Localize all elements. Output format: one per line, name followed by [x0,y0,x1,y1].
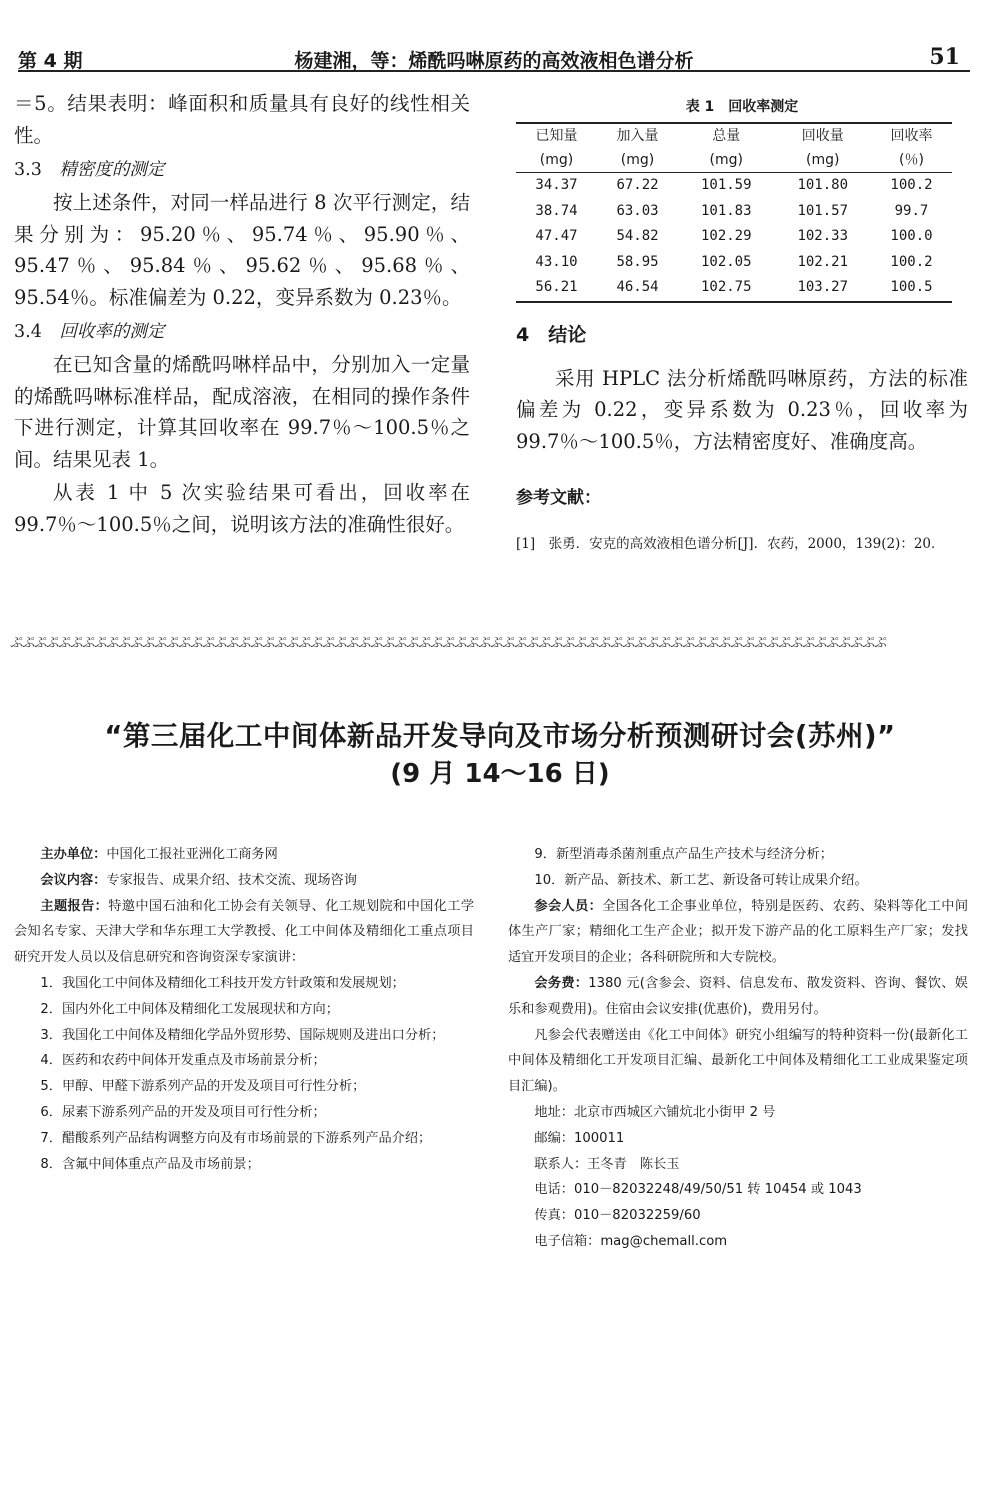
table-cell: 34.37 [535,177,578,193]
table-header-cell: 已知量 [516,123,597,148]
announcement-dates: (9 月 14～16 日) [390,759,610,789]
conclusion-heading: 4 结论 [516,323,587,346]
table-unit-cell: (mg) [597,148,678,173]
table-cell: 101.83 [700,202,752,219]
conclusion-text: 采用 HPLC 法分析烯酰吗啉原药，方法的标准偏差为 0.22，变异系数为 0.23％，回收率为 99.7％～100.5％，方法精密度好、准确度高。 [516,366,968,453]
contact-fax: 传真：010－82032259/60 [534,1208,701,1224]
organizer-label: 主办单位： [40,847,107,862]
table-row [516,199,952,225]
topic-item: 4．医药和农药中间体开发重点及市场前景分析； [40,1053,326,1069]
organizer-value: 中国化工报社亚洲化工商务网 [106,847,278,862]
issue-label: 第 4 期 [18,50,83,72]
table-header-row [516,123,952,148]
table-cell: 43.10 [535,253,578,270]
table-cell: 100.2 [890,177,933,193]
table-units-row [516,148,952,173]
announcement-title: “第三届化工中间体新品开发导向及市场分析预测研讨会(苏州)” [104,720,896,752]
topic-item: 8．含氟中间体重点产品及市场前景； [40,1156,260,1172]
page-number: 51 [929,44,960,70]
participants-value: 全国各化工企事业单位，特别是医药、农药、染料等化工中间体生产厂家；精细化工生产企业；拟开发下游产品的化工原料生产厂家；发找适宜开发项目的企业；各科研院所和大专院校。 [508,898,969,966]
table-header-cell: 加入量 [597,123,678,148]
section-number: 3.3 [14,160,42,180]
table-cell: 102.29 [700,228,752,244]
table-header-cell: 总量 [678,123,774,148]
participants-label: 参会人员： [534,898,603,914]
report-value: 特邀中国石油和化工协会有关领导、化工规划院和中国化工学会知名专家、天津大学和华东理工大学教授、化工中间体及精细化工重点项目研究开发人员以及信息研究和咨询资深专家演讲： [14,898,475,966]
table-cell: 47.47 [535,228,578,244]
content-line [14,868,474,894]
table-row [516,173,952,199]
table-cell: 102.05 [700,253,752,270]
table-unit-cell: (mg) [775,148,871,173]
contact-email: 电子信箱：mag@chemall.com [534,1233,728,1249]
table-unit-cell: (mg) [516,148,597,173]
gift-paragraph: 凡参会代表赠送由《化工中间体》研究小组编写的特种资料一份(最新化工中间体及精细化工开发项目汇编、最新化工中间体及精细化工工业成果鉴定项目汇编)。 [508,1027,968,1095]
decorative-divider: ぷぷぷぷぷぷぷぷぷぷぷぷぷぷぷぷぷぷぷぷぷぷぷぷぷぷぷぷぷぷぷぷぷぷぷぷぷぷぷぷぷぷぷぷぷぷぷぷぷぷぷぷぷぷぷぷぷぷぷぷぷぷぷぷぷぷぷぷぷぷぷぷぷ [10,636,887,650]
table-cell: 99.7 [894,202,929,219]
right-column [516,96,968,552]
report-paragraph [14,894,474,971]
paragraph-linearity-cont: ＝5。结果表明：峰面积和质量具有良好的线性相关性。 [14,92,470,147]
table-cell: 63.03 [616,202,659,219]
topic-item: 3．我国化工中间体及精细化学品外贸形势、国际规则及进出口分析； [40,1027,445,1043]
section-title: 回收率的测定 [59,322,165,342]
recovery-table [516,122,952,303]
table-unit-cell: (％) [871,148,952,173]
paragraph-precision: 按上述条件，对同一样品进行 8 次平行测定，结果分别为：95.20％、95.74％、95.90％、95.47％、95.84％、95.62％、95.68％、95.54％。标准偏差为 0.22，变异系数为 0.23％。 [14,191,470,309]
table-row [516,224,952,250]
running-title: 杨建湘，等：烯酰吗啉原药的高效液相色谱分析 [294,50,694,72]
references-heading: 参考文献： [516,488,601,508]
contact-address: 地址：北京市西城区六铺炕北小街甲 2 号 [534,1104,776,1120]
section-3-4-heading [14,315,470,349]
topic-item: 6．尿素下游系列产品的开发及项目可行性分析； [40,1104,326,1120]
section-number: 3.4 [14,322,42,342]
table-cell: 101.80 [797,177,849,193]
content-value: 专家报告、成果介绍、技术交流、现场咨询 [106,872,357,888]
fee-label: 会务费： [534,975,589,991]
table-cell: 101.59 [700,177,752,193]
table-cell: 100.5 [871,275,952,302]
paragraph-recovery: 在已知含量的烯酰吗啉样品中，分别加入一定量的烯酰吗啉标准样品，配成溶液，在相同的操作条件下进行测定，计算其回收率在 99.7％～100.5％之间。结果见表 1。 [14,353,470,471]
table-caption: 表 1 回收率测定 [685,99,799,115]
announcement-right-column [508,842,968,1255]
table-row [516,275,952,302]
table-cell: 102.33 [797,228,849,244]
contact-postcode: 邮编：100011 [534,1130,625,1146]
table-cell: 101.57 [797,202,849,219]
content-label: 会议内容： [40,872,107,888]
contact-phone: 电话：010－82032248/49/50/51 转 10454 或 1043 [534,1182,862,1198]
report-label: 主题报告： [40,898,109,914]
table-cell: 100.0 [890,228,933,244]
table-cell: 102.21 [797,253,849,270]
topic-item: 1．我国化工中间体及精细化工科技开发方针政策和发展规划； [40,975,405,991]
table-cell: 56.21 [516,275,597,302]
table-cell: 100.2 [890,253,933,270]
topic-item: 9．新型消毒杀菌剂重点产品生产技术与经济分析； [534,847,833,862]
topic-item: 10．新产品、新技术、新工艺、新设备可转让成果介绍。 [534,872,868,888]
table-cell: 102.75 [678,275,774,302]
topic-item: 2．国内外化工中间体及精细化工发展现状和方向； [40,1001,339,1017]
table-row [516,250,952,276]
topic-item: 5．甲醇、甲醛下游系列产品的开发及项目可行性分析； [40,1079,366,1095]
table-header-cell: 回收率 [871,123,952,148]
contact-persons: 联系人：王冬青 陈长玉 [534,1156,680,1172]
participants-paragraph [508,894,968,971]
paragraph-recovery-conclusion: 从表 1 中 5 次实验结果可看出，回收率在 99.7％～100.5％之间，说明该方法的准确性很好。 [14,481,470,536]
table-cell: 54.82 [616,228,659,244]
table-cell: 38.74 [535,202,578,219]
table-cell: 103.27 [775,275,871,302]
section-3-3-heading [14,153,470,187]
running-header [18,40,970,72]
fee-paragraph [508,971,968,1023]
announcement-left-column [14,842,474,1177]
table-unit-cell: (mg) [678,148,774,173]
table-cell: 58.95 [616,253,659,270]
reference-item: [1] 张勇．安克的高效液相色谱分析[J]．农药，2000，139(2)：20． [516,536,945,552]
organizer-line [14,842,474,868]
section-title: 精密度的测定 [59,160,165,180]
topic-item: 7．醋酸系列产品结构调整方向及有市场前景的下游系列产品介绍； [40,1130,432,1146]
fee-value: 1380 元(含参会、资料、信息发布、散发资料、咨询、餐饮、娱乐和参观费用)。住宿由会议安排(优惠价)，费用另付。 [508,975,968,1017]
table-header-cell: 回收量 [775,123,871,148]
table-cell: 67.22 [616,177,659,193]
table-cell: 46.54 [597,275,678,302]
left-column [14,88,470,540]
